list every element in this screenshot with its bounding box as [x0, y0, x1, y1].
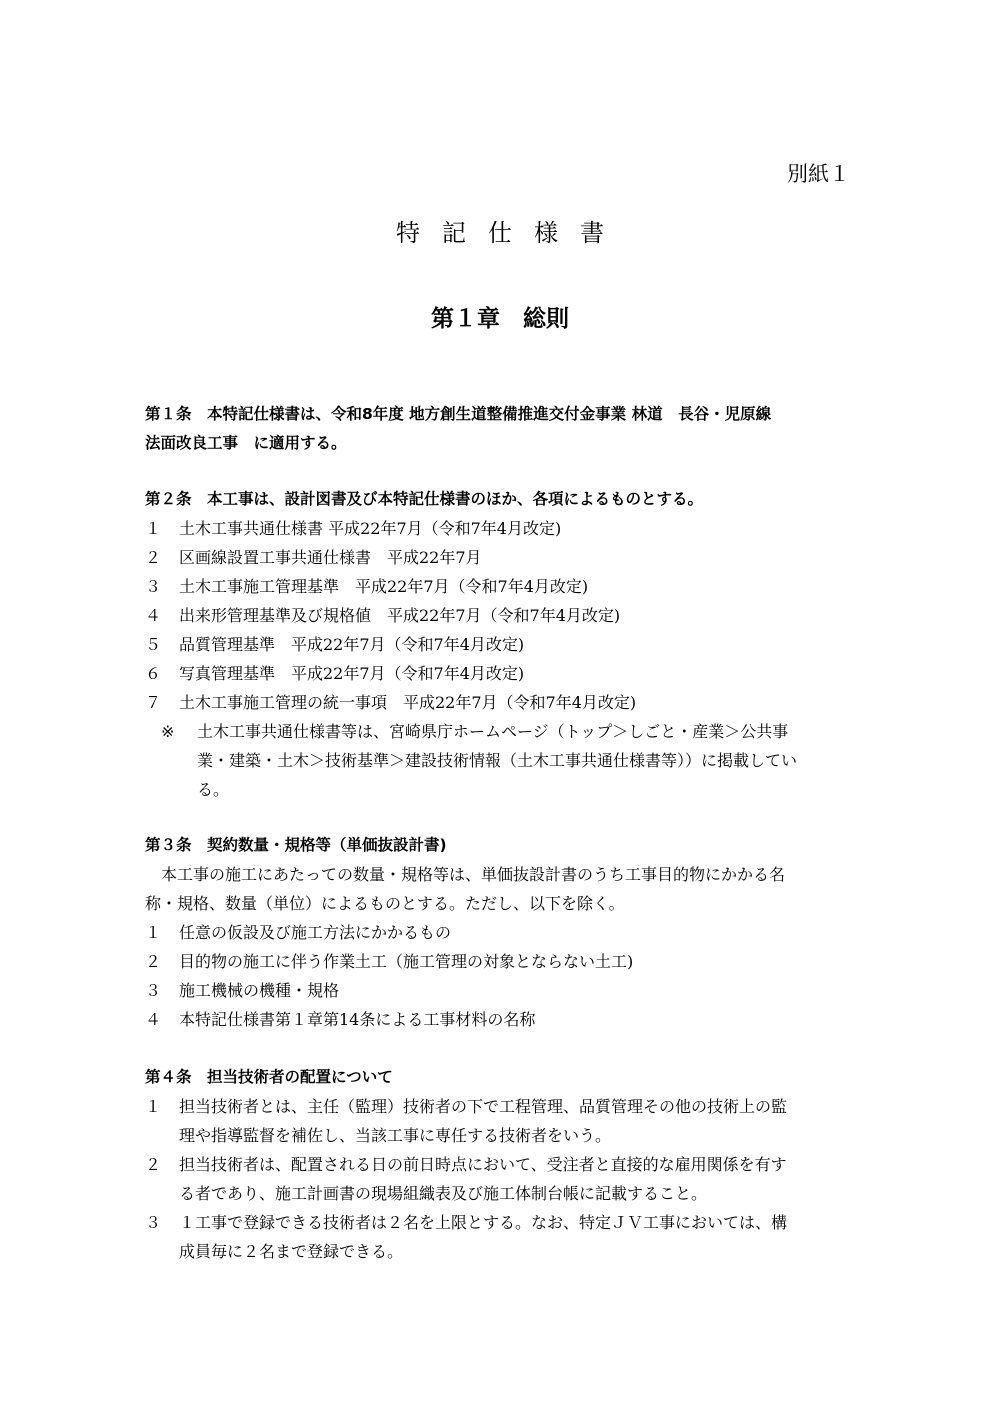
- list-item: [145, 1092, 865, 1150]
- article-3-heading: 第３条 契約数量・規格等（単価抜設計書): [145, 836, 447, 854]
- article-4-heading: 第４条 担当技術者の配置について: [145, 1068, 393, 1086]
- note-line: る。: [197, 780, 230, 799]
- item-number: ３: [145, 577, 162, 596]
- item-text: 出来形管理基準及び規格値 平成22年7月（令和7年4月改定): [179, 606, 621, 625]
- item-text: 理や指導監督を補佐し、当該工事に専任する技術者をいう。: [179, 1126, 612, 1145]
- item-text: る者であり、施工計画書の現場組織表及び施工体制台帳に記載すること。: [179, 1184, 708, 1203]
- item-text: 区画線設置工事共通仕様書 平成22年7月: [179, 548, 482, 567]
- item-text: １工事で登録できる技術者は２名を上限とする。なお、特定ＪＶ工事においては、構: [179, 1213, 788, 1232]
- list-item: [145, 601, 865, 630]
- list-item: [145, 659, 865, 688]
- item-text: 本特記仕様書第１章第14条による工事材料の名称: [179, 1010, 536, 1029]
- list-item: [145, 514, 865, 543]
- list-item: [145, 630, 865, 659]
- list-item: [145, 918, 865, 947]
- attachment-label: 別紙１: [787, 162, 850, 186]
- item-number: ５: [145, 635, 162, 654]
- note-mark: ※: [161, 722, 175, 741]
- article-1-line-2: 法面改良工事 に適用する。: [145, 434, 347, 452]
- note-line: 業・建築・土木＞技術基準＞建設技術情報（土木工事共通仕様書等））に掲載してい: [197, 751, 798, 770]
- item-text: 担当技術者とは、主任（監理）技術者の下で工程管理、品質管理その他の技術上の監: [179, 1097, 788, 1116]
- document-title: 特記仕様書: [396, 219, 626, 247]
- item-text: 品質管理基準 平成22年7月（令和7年4月改定): [179, 635, 525, 654]
- item-number: １: [145, 923, 162, 942]
- article-1: [145, 400, 865, 458]
- article-2: [145, 485, 865, 804]
- item-text: 目的物の施工に伴う作業土工（施工管理の対象とならない土工): [179, 952, 634, 971]
- article-3: [145, 831, 865, 1034]
- item-number: ３: [145, 981, 162, 1000]
- item-text: 任意の仮設及び施工方法にかかるもの: [179, 923, 452, 942]
- item-number: ７: [145, 693, 162, 712]
- item-text: 土木工事施工管理基準 平成22年7月（令和7年4月改定): [179, 577, 589, 596]
- item-number: ２: [145, 1155, 162, 1174]
- item-text: 担当技術者は、配置される日の前日時点において、受注者と直接的な雇用関係を有す: [179, 1155, 787, 1174]
- list-item: [145, 947, 865, 976]
- item-text: 土木工事施工管理の統一事項 平成22年7月（令和7年4月改定): [179, 693, 637, 712]
- article-3-paragraph-line: 称・規格、数量（単位）によるものとする。ただし、以下を除く。: [145, 894, 625, 913]
- note-line: 土木工事共通仕様書等は、宮崎県庁ホームページ（トップ＞しごと・産業＞公共事: [197, 722, 789, 741]
- item-text: 写真管理基準 平成22年7月（令和7年4月改定): [179, 664, 525, 683]
- item-number: ２: [145, 548, 162, 567]
- list-item: [145, 543, 865, 572]
- article-1-line-1: 第１条 本特記仕様書は、令和8年度 地方創生道整備推進交付金事業 林道 長谷・児原線: [145, 405, 772, 423]
- list-item: [145, 1150, 865, 1208]
- item-text: 土木工事共通仕様書 平成22年7月（令和7年4月改定): [179, 519, 562, 538]
- list-item: [145, 976, 865, 1005]
- item-number: １: [145, 1097, 162, 1116]
- item-number: ６: [145, 664, 162, 683]
- item-number: ３: [145, 1213, 162, 1232]
- item-number: ４: [145, 1010, 162, 1029]
- list-item: [145, 688, 865, 717]
- item-number: ２: [145, 952, 162, 971]
- item-number: ４: [145, 606, 162, 625]
- article-4: [145, 1063, 865, 1266]
- list-item: [145, 572, 865, 601]
- article-3-paragraph-line: 本工事の施工にあたっての数量・規格等は、単価抜設計書のうち工事目的物にかかる名: [145, 865, 786, 884]
- item-text: 成員毎に２名まで登録できる。: [179, 1242, 404, 1261]
- article-2-heading: 第２条 本工事は、設計図書及び本特記仕様書のほか、各項によるものとする。: [145, 490, 704, 508]
- reference-note: [145, 717, 865, 804]
- item-number: １: [145, 519, 162, 538]
- item-text: 施工機械の機種・規格: [179, 981, 340, 1000]
- list-item: [145, 1005, 865, 1034]
- chapter-heading: 第１章 総則: [431, 306, 569, 332]
- list-item: [145, 1208, 865, 1266]
